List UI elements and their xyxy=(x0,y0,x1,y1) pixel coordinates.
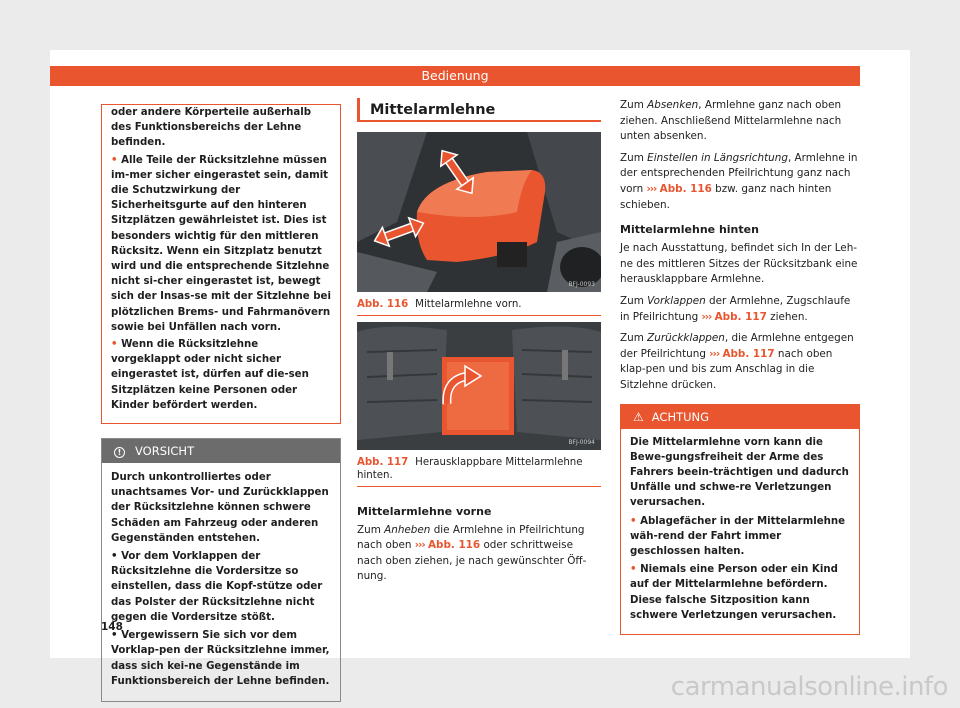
achtung-bullet: • Ablagefächer in der Mittelarmlehne wäh-rend der Fahrt immer geschlossen halten. xyxy=(630,514,850,560)
section-rule xyxy=(357,120,601,122)
paragraph-fold-forward xyxy=(620,294,860,325)
caution-bullet: • Vor dem Vorklappen der Rücksitzlehne die Vordersitze so einstellen, dass die Kopf-stütze oder das Polster der Rücksitzlehne nicht gegen die Vordersitze stößt. xyxy=(111,549,331,625)
text: Zum xyxy=(620,99,648,111)
chapter-header: Bedienung xyxy=(50,66,860,86)
watermark: carmanualsonline.info xyxy=(670,672,948,702)
text: oder schrittweise nach oben ziehen, je nach gewünschter Öff-nung. xyxy=(357,539,587,583)
paragraph-lift xyxy=(357,523,601,585)
text-emphasis: Absenken xyxy=(647,99,699,111)
text: der Armlehne, Zugschlaufe in Pfeilrichtung xyxy=(620,294,851,323)
figure-front-armrest xyxy=(357,132,601,292)
warning-bullet: • Alle Teile der Rücksitzlehne müssen im-mer sicher eingerastet sein, damit die Schutzwirkung der Sicherheitsgurte auf den hinteren Sitzplätzen gewährleistet ist. Dies ist besonders wichtig für den mittleren Rücksitz. Wenn ein Sitzplatz benutzt wird und die entsprechende Sitzlehne nicht si-cher eingerastet ist, bewegt sich der Insas-se mit der Sitzlehne bei plötzlichen Brems- und Fahrmanövern sowie bei Unfällen nach vorn. xyxy=(111,153,331,335)
caution-box xyxy=(101,438,341,702)
text: ziehen. xyxy=(766,310,808,323)
warning-intro: oder andere Körperteile außerhalb des Funktionsbereichs der Lehne befinden. xyxy=(111,107,312,149)
caution-text: Durch unkontrolliertes oder unachtsames Vor- und Zurückklappen der Rücksitzlehne können schwere Schäden am Fahrzeug oder anderen Gegenständen entstehen. xyxy=(111,472,329,544)
column-middle xyxy=(357,98,601,591)
paragraph-rear-intro: Je nach Ausstattung, befindet sich In der Leh-ne des mittleren Sitzes der Rücksitzbank eine herausklappbare Armlehne. xyxy=(620,242,858,286)
figure-rear-armrest xyxy=(357,322,601,450)
figure-reference-link[interactable]: Abb. 116 xyxy=(427,539,481,552)
text-emphasis: Vorklappen xyxy=(647,294,706,307)
figure-caption xyxy=(357,450,601,487)
text: , die Armlehne entgegen der Pfeilrichtung xyxy=(620,332,854,360)
figure-caption xyxy=(357,292,601,316)
achtung-bullet: • Niemals eine Person oder ein Kind auf der Mittelarmlehne befördern. Diese falsche Sitzposition kann schwere Verletzungen verursachen. xyxy=(630,562,850,623)
column-right xyxy=(620,98,860,635)
figure-code: BFJ-0094 xyxy=(568,438,595,446)
reference-arrow: ››› xyxy=(701,310,712,323)
achtung-title: ACHTUNG xyxy=(651,409,710,424)
figure-reference-link[interactable]: Abb. 116 xyxy=(659,182,712,195)
figure-caption-text: Herausklappbare Mittelarmlehne hinten. xyxy=(357,456,583,481)
figure-code: BFJ-0093 xyxy=(568,280,595,288)
text: Zum xyxy=(620,294,648,307)
column-left xyxy=(101,104,341,702)
reference-arrow: ››› xyxy=(709,347,720,360)
text: bzw. ganz nach hinten schieben. xyxy=(620,182,832,211)
caution-bullet: • Vergewissern Sie sich vor dem Vorklap-pen der Rücksitzlehne immer, dass sich kei-ne Gegenstände im Funktionsbereich der Lehne befinden. xyxy=(111,628,331,689)
subheading-front: Mittelarmlehne vorne xyxy=(357,504,492,518)
text: , Armlehne ganz nach oben ziehen. Anschließend Mittelarmlehne nach unten absenken. xyxy=(620,99,842,143)
reference-arrow: ››› xyxy=(646,182,657,195)
front-armrest-illustration xyxy=(357,132,601,292)
caution-title: VORSICHT xyxy=(135,444,195,459)
subheading-rear: Mittelarmlehne hinten xyxy=(620,223,759,237)
text-emphasis: Anheben xyxy=(384,523,431,536)
text: , Armlehne in der entsprechenden Pfeilrichtung ganz nach vorn xyxy=(620,151,858,195)
figure-caption-text: Mittelarmlehne vorn. xyxy=(415,298,522,310)
achtung-text: Die Mittelarmlehne vorn kann die Bewe-gungsfreiheit der Arme des Fahrers beein-trächtigen und dadurch Unfälle und schwe-re Verletzungen verursachen. xyxy=(630,436,849,509)
paragraph-fold-back xyxy=(620,331,860,393)
warning-continuation-box xyxy=(101,104,341,424)
rear-armrest-illustration xyxy=(357,322,601,450)
caution-header xyxy=(102,439,340,463)
paragraph-longitudinal xyxy=(620,151,860,213)
warning-triangle-icon: ⚠ xyxy=(633,409,644,424)
text: Zum xyxy=(620,151,648,164)
text-emphasis: Zurückklappen xyxy=(647,332,725,345)
caution-icon: ! xyxy=(114,447,125,458)
figure-reference-link[interactable]: Abb. 117 xyxy=(722,347,775,360)
section-title: Mittelarmlehne xyxy=(357,98,601,120)
figure-number: Abb. 116 xyxy=(357,298,409,310)
achtung-box xyxy=(620,404,860,635)
text: Zum xyxy=(620,332,648,345)
paragraph-lower xyxy=(620,98,860,145)
caution-body xyxy=(102,463,340,701)
reference-arrow: ››› xyxy=(414,539,425,552)
text: die Armlehne in Pfeilrichtung nach oben xyxy=(357,523,585,552)
text: Zum xyxy=(357,523,385,536)
text: nach oben klap-pen und bis zum Anschlag in die Sitzlehne drücken. xyxy=(620,347,833,391)
warning-bullet: • Wenn die Rücksitzlehne vorgeklappt oder nicht sicher eingerastet ist, dürfen auf die-sen Sitzplätzen keine Personen oder Kinder befördert werden. xyxy=(111,337,331,413)
page-number: 148 xyxy=(101,621,123,633)
figure-number: Abb. 117 xyxy=(357,456,409,468)
text-emphasis: Einstellen in Längsrichtung xyxy=(647,151,788,164)
figure-reference-link[interactable]: Abb. 117 xyxy=(714,310,767,323)
achtung-header xyxy=(621,405,859,429)
achtung-body xyxy=(621,429,859,634)
